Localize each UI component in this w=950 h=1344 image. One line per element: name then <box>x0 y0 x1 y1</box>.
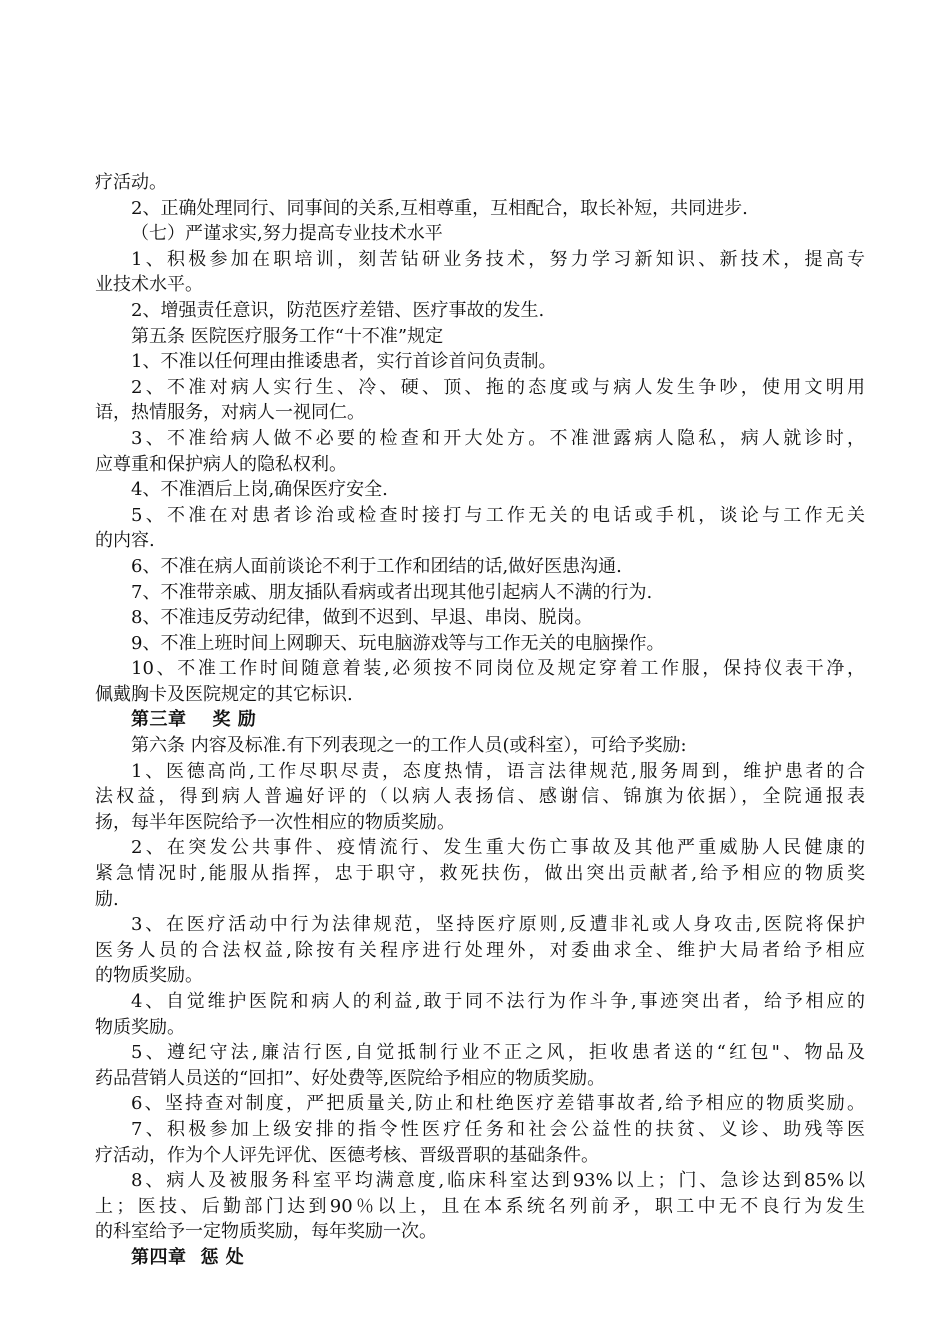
paragraph-line: 6、不准在病人面前谈论不利于工作和团结的话,做好医患沟通. <box>131 555 622 577</box>
paragraph-line: 药品营销人员送的“回扣”、好处费等,医院给予相应的物质奖励。 <box>95 1067 606 1089</box>
paragraph-line: 的科室给予一定物质奖励，每年奖励一次。 <box>95 1221 437 1243</box>
paragraph-line: 医务人员的合法权益,除按有关程序进行处理外，对委曲求全、维护大局者给予相应 <box>95 939 865 961</box>
paragraph-line: 9、不准上班时间上网聊天、玩电脑游戏等与工作无关的电脑操作。 <box>131 632 665 654</box>
paragraph-line: 1、医德高尚,工作尽职尽责，态度热情，语言法律规范,服务周到，维护患者的合 <box>131 760 865 782</box>
paragraph-line: 的内容. <box>95 530 155 552</box>
paragraph-line: 励. <box>95 888 119 910</box>
paragraph-line: 扬，每半年医院给予一次性相应的物质奖励。 <box>95 811 455 833</box>
paragraph-line: 2、不准对病人实行生、冷、硬、顶、拖的态度或与病人发生争吵，使用文明用 <box>131 376 865 398</box>
paragraph-line: 10、不准工作时间随意着装,必须按不同岗位及规定穿着工作服，保持仪表干净， <box>131 658 865 680</box>
paragraph-line: 应尊重和保护病人的隐私权利。 <box>95 453 347 475</box>
paragraph-line: 6、坚持查对制度，严把质量关,防止和杜绝医疗差错事故者,给予相应的物质奖励。 <box>131 1093 865 1115</box>
paragraph-line: 4、不准酒后上岗,确保医疗安全. <box>131 479 388 501</box>
paragraph-line: 5、遵纪守法,廉洁行医,自觉抵制行业不正之风，拒收患者送的“红包"、物品及 <box>131 1042 865 1064</box>
paragraph-line: 3、不准给病人做不必要的检查和开大处方。不准泄露病人隐私，病人就诊时， <box>131 427 865 449</box>
paragraph-line: 3、在医疗活动中行为法律规范，坚持医疗原则,反遭非礼或人身攻击,医院将保护 <box>131 914 865 936</box>
paragraph-line: 8、病人及被服务科室平均满意度,临床科室达到93%以上；门、急诊达到85%以 <box>131 1170 865 1192</box>
paragraph-line: 疗活动，作为个人评先评优、医德考核、晋级晋职的基础条件。 <box>95 1144 599 1166</box>
paragraph-line: 1、积极参加在职培训，刻苦钻研业务技术，努力学习新知识、新技术，提高专 <box>131 248 865 270</box>
paragraph-line: 1、不准以任何理由推诿患者，实行首诊首问负责制。 <box>131 351 557 373</box>
paragraph-line: 4、自觉维护医院和病人的利益,敢于同不法行为作斗争,事迹突出者，给予相应的 <box>131 991 865 1012</box>
paragraph-line: 2、在突发公共事件、疫情流行、发生重大伤亡事故及其他严重威胁人民健康的 <box>131 837 865 859</box>
chapter-number: 第四章 <box>131 1246 187 1268</box>
paragraph-line: 2、增强责任意识，防范医疗差错、医疗事故的发生. <box>131 299 545 321</box>
chapter-heading <box>95 1245 865 1271</box>
paragraph-line: 佩戴胸卡及医院规定的其它标识. <box>95 683 353 705</box>
chapter-number: 第三章 <box>131 709 187 731</box>
paragraph-line: 2、正确处理同行、同事间的关系,互相尊重，互相配合，取长补短，共同进步. <box>131 197 748 219</box>
paragraph-line: 紧急情况时,能服从指挥，忠于职守，救死扶伤，做出突出贡献者,给予相应的物质奖 <box>95 863 865 885</box>
article-heading: 第六条 内容及标准.有下列表现之一的工作人员(或科室），可给予奖励: <box>131 735 687 757</box>
paragraph-line: 疗活动。 <box>95 172 167 193</box>
paragraph-line: 8、不准违反劳动纪律，做到不迟到、早退、串岗、脱岗。 <box>131 607 593 629</box>
paragraph-line: 物质奖励。 <box>95 1016 185 1038</box>
paragraph-line: 5、不准在对患者诊治或检查时接打与工作无关的电话或手机，谈论与工作无关 <box>131 504 865 526</box>
chapter-title: 奖 励 <box>212 709 257 731</box>
paragraph-line: 上；医技、后勤部门达到90％以上，且在本系统名列前矛，职工中无不良行为发生 <box>95 1195 865 1217</box>
paragraph-line: 7、不准带亲戚、朋友插队看病或者出现其他引起病人不满的行为. <box>131 581 653 603</box>
section-heading: （七）严谨求实,努力提高专业技术水平 <box>131 223 443 245</box>
paragraph-line: 语，热情服务，对病人一视同仁。 <box>95 402 365 424</box>
paragraph-line: 业技术水平。 <box>95 274 203 296</box>
paragraph-line: 7、积极参加上级安排的指令性医疗任务和社会公益性的扶贫、义诊、助残等医 <box>131 1118 865 1140</box>
chapter-title: 惩 处 <box>200 1246 245 1268</box>
chapter-heading <box>95 707 865 733</box>
article-heading: 第五条 医院医疗服务工作“十不准”规定 <box>131 325 444 347</box>
paragraph-line: 的物质奖励。 <box>95 965 203 987</box>
paragraph-line: 法权益，得到病人普遍好评的（以病人表扬信、感谢信、锦旗为依据），全院通报表 <box>95 786 865 808</box>
document-body <box>95 170 865 1271</box>
